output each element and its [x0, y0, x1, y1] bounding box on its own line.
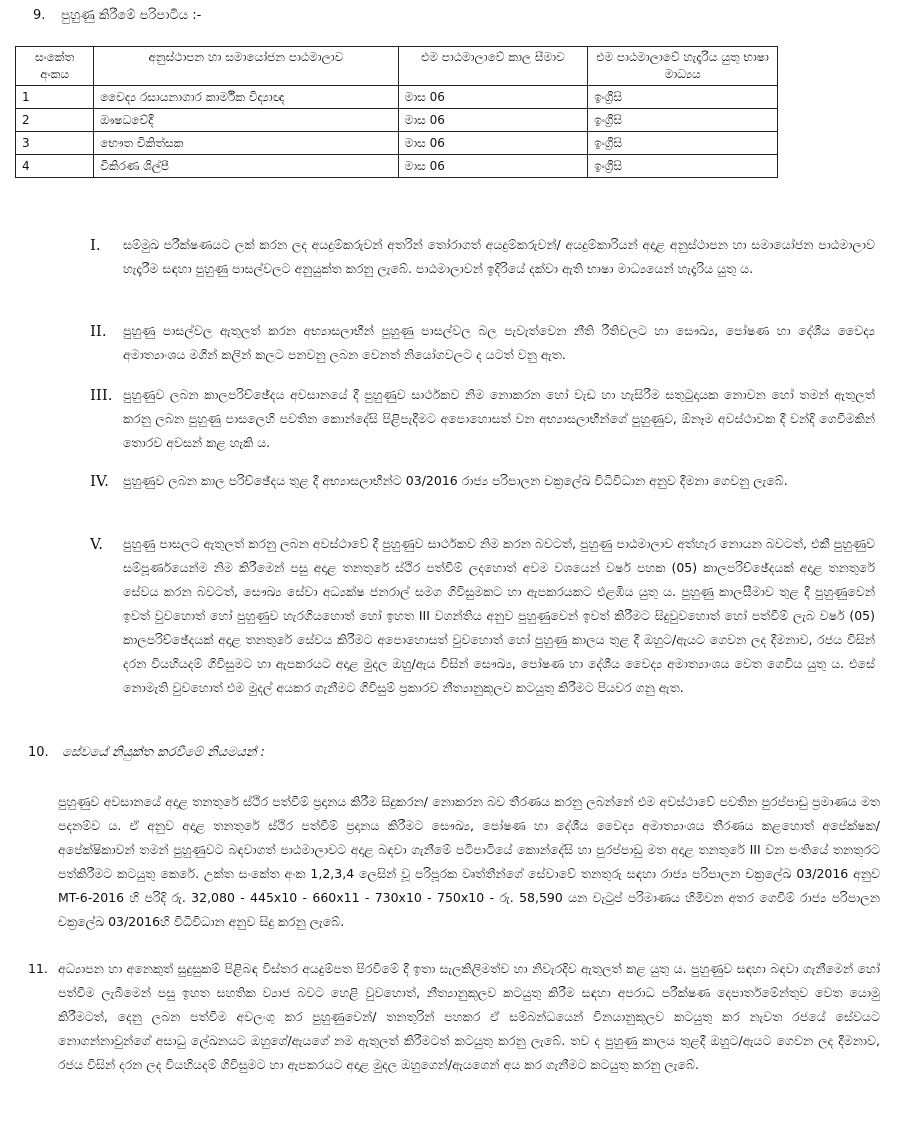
- table-cell: විකිරණ ශිල්පී: [94, 155, 398, 178]
- column-header: එම පාඨමාලාවේ කාල සීමාව: [398, 47, 588, 86]
- table-cell: ඉංග්‍රීසි: [588, 132, 778, 155]
- table-cell: මාස 06: [398, 155, 588, 178]
- clause-text: පුහුණු පාසලට ඇතුලත් කරනු ලබන අවස්ථාවේ දී පුහුණුව සාර්ථකව නිම කරන බවටත්, පුහුණු පාඨමාලාව අත්හැර නොයන බවටත්, එකී පුහුණුව සම්පූර්ණයෙන්ම නිම කිරීමෙන් පසු අදාළ තනතුරේ ස්ථිර පත්වීම් ලදහොත් අවම වශයෙන් වර්ෂ පහක (05) කාලපරිච්ඡේදයක් අදාළ තනතුරේ සේවය කරන බවටත්, සෞඛ්‍ය සේවා අධ්‍යක්ෂ ජනරාල් සමග ගිවිසුමකට හා ඇපකරයකට එළඹිය යුතු ය. පුහුණු කාලසීමාව තුළ දී පුහුණුවෙන් ඉවත් වුවහොත් හෝ පුහුණුව හැරගියහොත් හෝ ඉහත III වගන්තිය අනුව පුහුණුවෙන් ඉවත් කිරීමට සිදුවුවහොත් හෝ පත්වීම් ලැබ වර්ෂ (05) කාලපරිච්ඡේදයක් අදාළ තනතුරේ සේවය කිරීමට අපොහොසත් වුවහොත් හෝ පුහුණු කාලය තුළ දී ඔහුට/ඇයට ගෙවන ලද දීමනාව, රජය විසින් දරන වියහියදම් ගිවිසුමට හා ඇපකරයට අදාළ මුදල ඔහු/ඇය විසින් සෞඛ්‍ය, පෝෂණ හා දේශීය වෛද්‍ය අමාත්‍යාංශය වෙත ගෙවිය යුතු ය. එසේ නොමැති වුවහොත් එම මුදල් අයකර ගැනීමට ගිවිසුම් ප්‍රකාරව නීත්‍යානුකූලව කටයුතු කිරීමට පියවර ගනු ඇත.: [123, 536, 875, 695]
- column-header: සංකේත අංකය: [16, 47, 94, 86]
- training-courses-table: [15, 46, 778, 178]
- table-cell: ඉංග්‍රීසි: [588, 86, 778, 109]
- clause-number: V.: [90, 535, 103, 553]
- table-cell: මාස 06: [398, 109, 588, 132]
- table-cell: භෞත චිකිත්සක: [94, 132, 398, 155]
- table-header-row: [16, 47, 778, 86]
- column-header: එම පාඨමාලාවේ හැදෑරිය යුතු භාෂා මාධ්‍යය: [588, 47, 778, 86]
- section-number: 9.: [33, 8, 46, 23]
- table-cell: මාස 06: [398, 86, 588, 109]
- section-11: [28, 957, 880, 1077]
- clause-iv: [90, 469, 875, 493]
- clause-number: III.: [90, 386, 113, 404]
- section-10-text: පුහුණුව අවසානයේ අදාළ තනතුරේ ස්ථිර පත්වීම් ප්‍රදානය කිරීම සිදුකරන/ නොකරන බව තීරණය කරනු ලබන්නේ එම අවස්ථාවේ පවතින පුරප්පාඩු ප්‍රමාණය මත පදනම්ව ය. ඒ අනුව අදාළ තනතුරේ ස්ථිර පත්වීම් ප්‍රදානය කිරීමට සෞඛ්‍ය, පෝෂණ හා දේශීය වෛද්‍ය අමාත්‍යාංශය තීරණය කළහොත් අපේක්ෂක/ අපේක්ෂිකාවන් තමන් පුහුණුවට බඳවාගත් පාඨමාලාවට අදාළ බඳවා ගැනීමේ පටිපාටියේ කොන්දේසි හා පුරප්පාඩු මත අදාළ තනතුරේ III වන පංතියේ තනතුරට පත්කිරීමට කටයුතු කෙරේ. උක්ත සංකේත අංක 1,2,3,4 ලෙසින් වූ පරිපූරක වෘත්තීන්ගේ සේවාවේ තනතුරු සඳහා රාජ්‍ය පරිපාලන චක්‍රලේඛ 03/2016 අනුව MT-6-2016 හි පරිදි රු. 32,080 - 445x10 - 660x11 - 730x10 - 750x10 - රු. 58,590 යන වැටුප් පරිමාණය හිමිවන අතර ගෙවීම් රාජ්‍ය පරිපාලන චක්‍රලේඛ 03/2016හි විධිවිධාන අනුව සිදු කරනු ලැබේ.: [58, 794, 880, 929]
- section-title: සේවයේ නියුක්ත කරවීමේ නියමයන් :: [62, 745, 265, 760]
- clause-i: [90, 233, 875, 281]
- clause-text: පුහුණු පාසල්වල ඇතුලත් කරන අභ්‍යාසලාභීන් පුහුණු පාසල්වල බල පැවැත්වෙන නීති රීතිවලට හා සෞඛ්‍ය, පෝෂණ හා දේශීය වෛද්‍ය අමාත්‍යාංශය මගින් කලින් කලට පනවනු ලබන වෙනත් නියෝගවලට ද යටත් වනු ඇත.: [123, 323, 875, 362]
- column-header: අනුස්ථාපන හා සමායෝජන පාඨමාලාව: [94, 47, 398, 86]
- table-cell: මාස 06: [398, 132, 588, 155]
- table-row: [16, 132, 778, 155]
- clause-v: [90, 532, 875, 700]
- clause-text: පුහුණුව ලබන කාලපරිච්ඡේදය අවසානයේ දී පුහුණුව සාර්ථකව නිම නොකරන හෝ වැඩ හා හැසිරීම සතුටුදායක නොවන හෝ තමන් ඇතුලත් කරනු ලබන පුහුණු පාසලෙහි පවතින කොන්දේසි පිළිපැදීමට අපොහොසත් වන අභ්‍යාසලාභීන්ගේ පුහුණුව, ඕනෑම අවස්ථාවක දී වන්දි ගෙවීමකින් තොරව අවසන් කළ හැකි ය.: [123, 387, 875, 450]
- table-cell: 2: [16, 109, 94, 132]
- table-cell: 4: [16, 155, 94, 178]
- table-row: [16, 86, 778, 109]
- clause-text: සම්මුඛ පරීක්ෂණයට ලක් කරන ලද අයදුම්කරුවන් අතරින් තෝරාගත් අයදුම්කරුවන්/ අයදුම්කාරියන් අදාළ අනුස්ථාපන හා සමායෝජන පාඨමාලාව හැදෑරීම සඳහා පුහුණු පාසල්වලට අනුයුක්ත කරනු ලැබේ. පාඨමාලාවන් ඉදිරියේ දක්වා ඇති භාෂා මාධ්‍යයෙන් හැදෑරිය යුතු ය.: [123, 237, 875, 276]
- clause-number: I.: [90, 236, 101, 254]
- section-9-heading: [33, 8, 201, 23]
- table-cell: ඉංග්‍රීසි: [588, 155, 778, 178]
- table-cell: ඖෂධවේදී: [94, 109, 398, 132]
- clause-text: පුහුණුව ලබන කාල පරිච්ඡේදය තුළ දී අභ්‍යාසලාභීන්ට 03/2016 රාජ්‍ය පරිපාලන චක්‍රලේඛ විධිවිධාන අනුව දීමනා ගෙවනු ලැබේ.: [123, 473, 788, 488]
- section-number: 11.: [28, 961, 48, 976]
- clause-ii: [90, 319, 875, 367]
- section-number: 10.: [28, 745, 49, 760]
- section-11-text: අධ්‍යාපන හා අනෙකුත් සුදුසුකම් පිළිබඳ විස්තර අයදුම්පත පිරවීමේ දී ඉතා සැලකිලිමත්ව හා නිවැරදිව ඇතුලත් කළ යුතු ය. පුහුණුව සඳහා බඳවා ගැනීමෙන් හෝ පත්වීම ලැබීමෙන් පසු ඉහත සහතික ව්‍යාජ බවට හෙළි වුවහොත්, නීත්‍යානුකූලව කටයුතු කිරීම සඳහා අපරාධ පරීක්ෂණ දෙපාර්තමේන්තුව වෙත යොමු කිරීමටත්, දෙනු ලබන පත්වීම අවලංගු කර පුහුණුවෙන්/ තනතුරින් පහකර ඒ සම්බන්ධයෙන් විනයානුකූලව කටයුතු කර නැවත රජයේ සේවයට නොගන්නාවුන්ගේ අසාධු ලේඛනයට ඔහුගේ/ඇයගේ නම ඇතුලත් කිරීමටත් කටයුතු කරනු ලැබේ. තව ද පුහුණු කාලය තුළදී ඔහුට/ඇයට ගෙවන ලද දීමනාව, රජය විසින් දරන ලද වියහියදම් ගිවිසුමට හා ඇපකරයට අදාළ මුදල ඔහුගෙන්/ඇයගෙන් අය කර ගැනීමට කටයුතු කරනු ලැබේ.: [58, 961, 880, 1072]
- table-cell: ඉංග්‍රීසි: [588, 109, 778, 132]
- clause-iii: [90, 383, 875, 455]
- table-cell: 3: [16, 132, 94, 155]
- table-row: [16, 155, 778, 178]
- section-10-heading: [28, 745, 265, 760]
- clause-number: IV.: [90, 472, 109, 490]
- clause-number: II.: [90, 322, 107, 340]
- table-cell: වෛද්‍ය රසායනාගාර කාර්මික විද්‍යාඥ: [94, 86, 398, 109]
- table-row: [16, 109, 778, 132]
- table-cell: 1: [16, 86, 94, 109]
- section-title: පුහුණු කිරීමේ පරිපාටිය :-: [61, 8, 202, 23]
